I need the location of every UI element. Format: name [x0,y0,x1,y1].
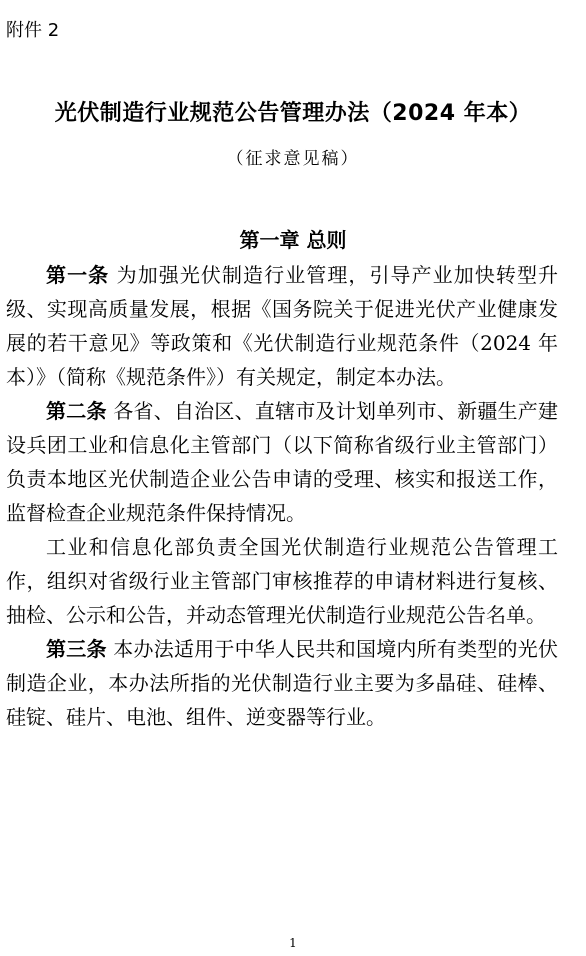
article-2-continuation-text: 工业和信息化部负责全国光伏制造行业规范公告管理工作，组织对省级行业主管部门审核推荐的申请材料进行复核、抽检、公示和公告，并动态管理光伏制造行业规范公告名单。 [6,535,558,627]
page-number: 1 [289,936,297,950]
article-3-paragraph [6,632,558,734]
document-subtitle: （征求意见稿） [226,149,360,169]
document-title: 光伏制造行业规范公告管理办法（2024 年本） [54,101,532,126]
article-2-text: 各省、自治区、直辖市及计划单列市、新疆生产建设兵团工业和信息化主管部门（以下简称省级行业主管部门）负责本地区光伏制造企业公告申请的受理、核实和报送工作，监督检查企业规范条件保持情况。 [6,399,559,525]
article-1-label: 第一条 [46,263,110,287]
article-2-continuation-paragraph [6,530,558,632]
article-2-paragraph [6,394,558,530]
chapter-heading: 第一章 总则 [239,228,347,252]
article-2-label: 第二条 [46,399,107,423]
document-body [6,258,558,734]
article-1-text: 为加强光伏制造行业管理，引导产业加快转型升级、实现高质量发展，根据《国务院关于促进光伏产业健康发展的若干意见》等政策和《光伏制造行业规范条件（2024 年本）》（简称《规范条件》）有关规定，制定本办法。 [6,263,559,389]
article-3-text: 本办法适用于中华人民共和国境内所有类型的光伏制造企业，本办法所指的光伏制造行业主要为多晶硅、硅棒、硅锭、硅片、电池、组件、逆变器等行业。 [6,637,559,729]
attachment-label: 附件 2 [6,20,60,41]
article-1-paragraph [6,258,558,394]
article-3-label: 第三条 [46,637,107,661]
